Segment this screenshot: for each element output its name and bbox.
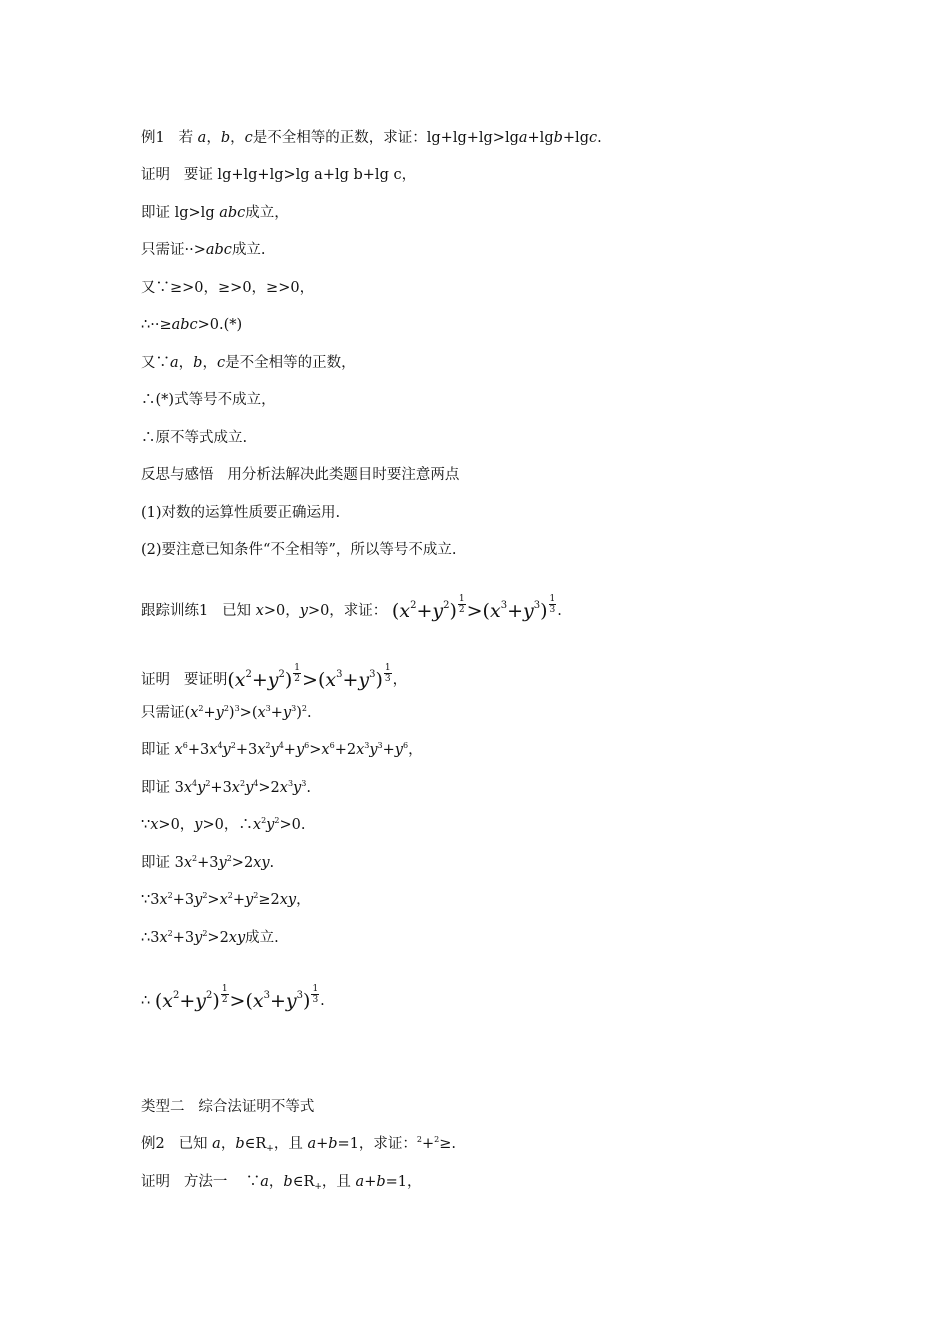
inequality-formula: $(x^2+y^2)$ $\frac{1}{2}$ $>(x^3+y^3)$ $\frac{1}{3}$ bbox=[227, 663, 391, 691]
proof-1-line-5: ∴··≥abc>0.(*) bbox=[141, 317, 243, 333]
example-1: 例1 若 a，b，c是不全相等的正数，求证：lg+lg+lg>lga+lgb+lgc. bbox=[141, 130, 602, 146]
proof-2-line-4: 即证 $3x^4y^2+3x^2y^4>2x^3y^3$. bbox=[141, 779, 311, 796]
proof-1-line-7: ∴(*)式等号不成立， bbox=[141, 392, 276, 408]
proof-2-conclusion: ∴ $(x^2+y^2)$ $\frac{1}{2}$ $>(x^3+y^3)$ $\frac{1}{3}$ . bbox=[141, 984, 325, 1012]
example-2: 例2 已知 a，$b\in R_+$，且 a+b=1，求证：$^2$+$^2$≥. bbox=[141, 1135, 457, 1154]
proof-1-line-4: 又∵≥>0，≥>0，≥>0， bbox=[141, 280, 315, 296]
reflection-heading: 反思与感悟 用分析法解决此类题目时要注意两点 bbox=[141, 467, 460, 483]
proof-2-line-5: ∵x>0，y>0，$\therefore x^2y^2>0$. bbox=[141, 816, 306, 833]
proof-2-line-7: $\because 3x^2+3y^2>x^2+y^2\ge 2xy$， bbox=[141, 891, 311, 908]
reflection-point-2: (2)要注意已知条件“不全相等”，所以等号不成立. bbox=[141, 542, 457, 558]
section-type-2: 类型二 综合法证明不等式 bbox=[141, 1099, 315, 1115]
proof-2-line-3: 即证 $x^6+3x^4y^2+3x^2y^4+y^6>x^6+2x^3y^3+y^6$， bbox=[141, 741, 423, 758]
inequality-formula: $(x^2+y^2)$ $\frac{1}{2}$ $>(x^3+y^3)$ $\frac{1}{3}$ bbox=[391, 594, 556, 622]
proof-3-line-1: 证明 方法一 ∵a，$b\in R_+$，且 a+b=1， bbox=[141, 1174, 422, 1192]
training-1: 跟踪训练1 已知 x>0，y>0，求证： $(x^2+y^2)$ $\frac{1}{2}$ $>(x^3+y^3)$ $\frac{1}{3}$ . bbox=[141, 594, 562, 622]
proof-1-line-2: 即证 lg>lg abc成立， bbox=[141, 205, 289, 221]
proof-2-line-1: 证明 要证明$(x^2+y^2)$ $\frac{1}{2}$ $>(x^3+y^3)$ $\frac{1}{3}$ ， bbox=[141, 663, 408, 691]
proof-1-line-3: 只需证··>abc成立. bbox=[141, 242, 266, 258]
proof-2-line-6: 即证 $3x^2+3y^2>2xy$. bbox=[141, 854, 275, 871]
proof-2-line-2: 只需证$(x^2+y^2)^3>(x^3+y^3)^2$. bbox=[141, 704, 312, 721]
reflection-point-1: (1)对数的运算性质要正确运用. bbox=[141, 505, 341, 521]
inequality-formula: $(x^2+y^2)$ $\frac{1}{2}$ $>(x^3+y^3)$ $\frac{1}{3}$ bbox=[154, 984, 319, 1012]
proof-1-line-6: 又∵a，b，c是不全相等的正数， bbox=[141, 355, 356, 371]
proof-1-line-8: ∴原不等式成立. bbox=[141, 430, 248, 446]
proof-2-line-8: $\therefore 3x^2+3y^2>2xy$成立. bbox=[141, 929, 279, 946]
proof-1-line-1: 证明 要证 lg+lg+lg>lg a+lg b+lg c， bbox=[141, 167, 417, 183]
